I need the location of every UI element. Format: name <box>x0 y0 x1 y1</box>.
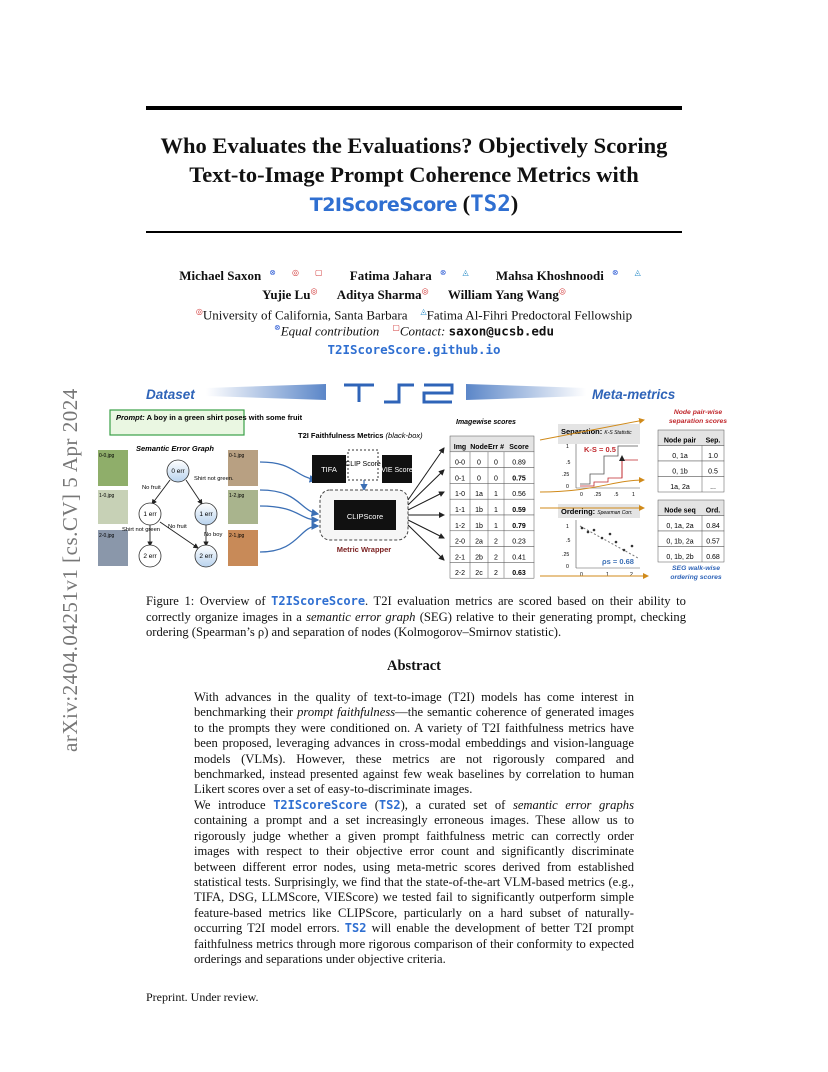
svg-text:1: 1 <box>632 492 635 498</box>
node-label: 1 err <box>199 511 213 518</box>
pair-table <box>658 430 724 492</box>
table-header: Score <box>509 443 529 451</box>
table-cell: 2a <box>475 538 483 546</box>
table-header: Err # <box>488 443 504 451</box>
author: Yujie Lu◎ <box>262 287 318 303</box>
seg-title: Semantic Error Graph <box>136 444 214 453</box>
svg-text:0: 0 <box>566 564 569 570</box>
svg-text:1: 1 <box>566 444 569 450</box>
table-cell: 1-0 <box>454 491 466 499</box>
svg-text:2: 2 <box>630 572 633 578</box>
abstract-em-2: semantic error graphs <box>512 798 634 812</box>
table-cell: 2 <box>494 570 498 578</box>
title-abbr: TS2 <box>470 191 511 217</box>
thumb-tag: 2-1.jpg <box>229 533 245 539</box>
fellowship: Fatima Al-Fihri Predoctoral Fellowship <box>426 307 633 323</box>
table-cell: 0.56 <box>512 491 526 499</box>
svg-text:.25: .25 <box>562 552 570 558</box>
table-cell: 0-0 <box>454 459 466 467</box>
author-row-1 <box>100 268 728 284</box>
table-cell: 0.63 <box>512 570 526 578</box>
thumb-tag: 2-0.jpg <box>99 533 115 539</box>
table-cell: 1.0 <box>708 453 718 460</box>
ks-value: K-S = 0.5 <box>584 445 616 454</box>
dataset-label: Dataset <box>146 387 195 402</box>
table-cell: 0 <box>477 475 481 483</box>
table-cell: 2b <box>475 554 483 562</box>
table-cell: 0.57 <box>706 538 720 546</box>
overview-figure <box>94 380 734 592</box>
table-cell: 0, 1b <box>672 468 688 476</box>
university: University of California, Santa Barbara <box>202 307 408 323</box>
ordering-ticks <box>562 524 633 578</box>
table-cell: 0, 1a, 2a <box>666 523 694 530</box>
table-cell: 0.68 <box>706 554 720 561</box>
walk-title-data: SEG walk-wise ordering scores <box>95 382 109 383</box>
arxiv-stamp <box>18 292 82 752</box>
table-cell: 2-0 <box>454 538 466 546</box>
project-site <box>100 342 728 358</box>
svg-text:0: 0 <box>566 484 569 490</box>
metric-box-label: CLIP Score <box>345 461 381 468</box>
table-cell: 2 <box>494 554 498 562</box>
table-cell: 0 <box>494 459 498 467</box>
table-cell: 0.89 <box>512 459 526 467</box>
svg-text:.5: .5 <box>614 492 619 498</box>
imagewise-title: Imagewise scores <box>456 419 516 426</box>
node-label: 2 err <box>143 553 157 560</box>
affiliation-line: ◎University of California, Santa Barbara ◬Fatima Al-Fihri Predoctoral Fellowship <box>195 307 633 323</box>
svg-text:0: 0 <box>580 572 583 578</box>
table-cell: 0, 1b, 2b <box>666 554 694 561</box>
title-paren-close: ) <box>510 191 519 216</box>
table-header: Sep. <box>705 437 721 445</box>
abstract-heading: Abstract <box>387 658 441 674</box>
table-cell: 0.75 <box>512 475 526 483</box>
author: Michael Saxon ⊗ ◎ ▢ <box>179 268 323 284</box>
node-label: 1 err <box>143 511 157 518</box>
author: Aditya Sharma◎ <box>336 287 429 303</box>
contact-label: Contact: <box>399 323 446 339</box>
table-cell: 0.59 <box>512 507 526 514</box>
svg-text:.5: .5 <box>566 460 571 466</box>
svg-text:1: 1 <box>606 572 609 578</box>
metric-boxes <box>312 450 413 483</box>
thumb-tag: 0-0.jpg <box>99 453 115 459</box>
table-cell: 0.79 <box>512 522 526 530</box>
table-cell: 1 <box>494 522 498 530</box>
flow-arrows <box>260 462 318 552</box>
svg-text:.25: .25 <box>562 472 570 478</box>
table-cell: 0 <box>494 475 498 483</box>
table-header: Node seq <box>664 507 696 515</box>
table-cell: 0.41 <box>512 554 526 562</box>
title-top-rule <box>146 106 682 110</box>
thumb-tag: 0-1.jpg <box>229 453 245 459</box>
edge-label: No fruit <box>168 524 187 530</box>
title-paren-open: ( <box>462 191 471 216</box>
title-line-2: Text-to-Image Prompt Coherence Metrics with <box>189 162 639 187</box>
ecdf-b <box>580 460 638 486</box>
edge-label: No fruit <box>142 485 161 491</box>
table-cell: 1a, 2a <box>670 484 690 491</box>
contact-email[interactable]: saxon@ucsb.edu <box>448 323 554 339</box>
edge-label: Shirt not green <box>122 527 161 533</box>
svg-text:0: 0 <box>580 492 583 498</box>
table-cell: 0.84 <box>706 523 720 530</box>
ts2-logo <box>344 385 452 402</box>
svg-text:.5: .5 <box>566 538 571 544</box>
table-cell: 0.23 <box>512 538 526 546</box>
banner-right <box>466 384 586 400</box>
separation-title: Separation: K-S Statistic <box>561 427 632 436</box>
table-header: Node pair <box>663 437 697 445</box>
svg-text:.25: .25 <box>594 492 602 498</box>
title-line-1: Who Evaluates the Evaluations? Objectively Scoring <box>160 133 668 158</box>
table-cell: 1-2 <box>454 522 466 530</box>
table-cell: 0, 1a <box>672 453 688 460</box>
table-cell: 2-1 <box>454 554 466 562</box>
table-cell: 1b <box>475 522 483 530</box>
prompt-full: A boy in a green shirt poses with some fruit <box>146 413 303 422</box>
abstract-paragraph-1: With advances in the quality of text-to-image (T2I) models has come interest in benchmarking their prompt faithfulness—the semantic coherence of generated images to the prompts they were conditioned on. A variety of T2I faithfulness metrics have been proposed, leveraging advances in cross-modal embeddings and vision-language models (VLMs). However, these metrics are not rigorously compared and benchmarked, instead presented against few weak baselines by correlation to human Likert scores over a set of easy-to-discriminate images. <box>194 690 634 797</box>
equal-contribution: Equal contribution <box>280 323 380 339</box>
table-cell: 2-2 <box>454 570 466 578</box>
table-cell: 1 <box>494 491 498 499</box>
abstract-em: prompt faithfulness <box>297 705 396 720</box>
caption-brand[interactable]: T2IScoreScore <box>271 594 366 608</box>
table-header: Node <box>470 443 488 451</box>
rho-value: ρs = 0.68 <box>602 557 634 566</box>
table-cell: 0.5 <box>708 468 718 476</box>
title-brand: T2IScoreScore <box>309 194 457 216</box>
table-cell: 0, 1b, 2a <box>666 538 694 546</box>
abstract-brand[interactable]: T2IScoreScore <box>273 798 368 812</box>
metrics-title: T2I Faithfulness Metrics (black-box) <box>298 431 423 440</box>
metrics-sub: (black-box) <box>385 431 423 440</box>
node-label: 0 err <box>171 468 185 475</box>
author: Fatima Jahara ⊗ ◬ <box>349 268 469 284</box>
seg-edge-labels <box>122 476 234 538</box>
ordering-title: Ordering: Spearman Corr. <box>561 507 633 516</box>
pairwise-title: Node pair-wise separation scores <box>668 409 728 425</box>
abstract-abbr-2[interactable]: TS2 <box>344 921 367 936</box>
table-header: Ord. <box>705 507 721 515</box>
footer-note: Preprint. Under review. <box>146 990 259 1004</box>
ordering-trend <box>580 526 638 558</box>
score-arrows <box>408 448 444 560</box>
arxiv-id: arXiv:2404.04251v1 [cs.CV] 5 Apr 2024 <box>58 388 82 752</box>
table-cell: 1b <box>475 507 483 514</box>
table-cell: 2c <box>475 570 483 578</box>
logo-text: TS2 <box>394 410 396 411</box>
author: William Yang Wang◎ <box>447 287 566 303</box>
imagewise-table <box>450 436 534 578</box>
table-cell: 1 <box>494 507 498 514</box>
prompt-text: Prompt: A boy in a green shirt poses with some fruit <box>116 413 303 422</box>
metric-box-label: TIFA <box>321 465 337 474</box>
thumb-tag: 1-0.jpg <box>99 493 115 499</box>
clipscore-label: CLIPScore <box>346 512 384 521</box>
wrapper-label: Metric Wrapper <box>336 545 392 554</box>
seq-table <box>658 500 724 562</box>
title-bottom-rule <box>146 231 682 233</box>
abstract-abbr[interactable]: TS2 <box>378 798 401 812</box>
edge-label: No boy <box>204 532 223 538</box>
svg-text:1: 1 <box>566 524 569 530</box>
thumb-tag: 1-2.jpg <box>229 493 245 499</box>
pairwise-title-data: Node pair-wise separation scores <box>95 381 110 382</box>
title-line-3 <box>100 189 728 220</box>
caption-em: semantic error graph <box>306 609 416 624</box>
author-row-2 <box>100 287 728 303</box>
paper-title <box>100 131 728 220</box>
abstract-paragraph-2: We introduce T2IScoreScore (TS2), a curated set of semantic error graphs containing a prompt and a set increasingly erroneous images. These allow us to rigorously judge whether a given prompt faithfulness metric can correctly order images with respect to their objective error count and significantly discriminate between different error nodes, using meta-metric scores derived from established statistical tests. Surprisingly, we find that the state-of-the-art VLM-based metrics (e.g., TIFA, DSG, LLMScore, VIEScore) we tested fail to significantly outperform simple feature-based metrics like CLIPScore, particularly on a hard subset of naturally-occurring T2I model errors. TS2 will enable the development of better T2I prompt faithfulness metrics through more rigorous comparison of their conformity to expected orderings and separations under objective criteria. <box>194 798 635 967</box>
author: Mahsa Khoshnoodi ⊗ ◬ <box>495 268 641 284</box>
table-cell: 1a <box>475 491 483 499</box>
separation-sub: K-S Statistic <box>604 430 632 436</box>
contrib-line: ⊗Equal contribution ▢Contact: saxon@ucsb.edu <box>274 323 554 339</box>
table-cell: ... <box>710 484 716 491</box>
table-header: Img <box>453 443 467 451</box>
metameta-label: Meta-metrics <box>592 387 676 402</box>
metric-box-label: VIE Score <box>381 467 413 474</box>
banner-left <box>206 384 326 400</box>
figure-caption: Figure 1: Overview of T2IScoreScore. T2I evaluation metrics are scored based on their ability to correctly organize images in a semantic error graph (SEG) relative to their generating prompt, checking ordering (Spearman’s ρ) and separation of nodes (Kolmogorov–Smirnov statistic). <box>146 594 686 639</box>
table-cell: 2 <box>494 538 498 546</box>
table-cell: 0 <box>477 459 481 467</box>
walk-title: SEG walk-wise ordering scores <box>670 565 722 581</box>
project-link[interactable]: T2IScoreScore.github.io <box>327 342 501 357</box>
node-label: 2 err <box>199 553 213 560</box>
edge-label: Shirt not green. <box>194 476 234 482</box>
table-cell: 0-1 <box>454 475 466 483</box>
table-cell: 1-1 <box>454 507 466 514</box>
ordering-sub: Spearman Corr. <box>597 510 633 516</box>
